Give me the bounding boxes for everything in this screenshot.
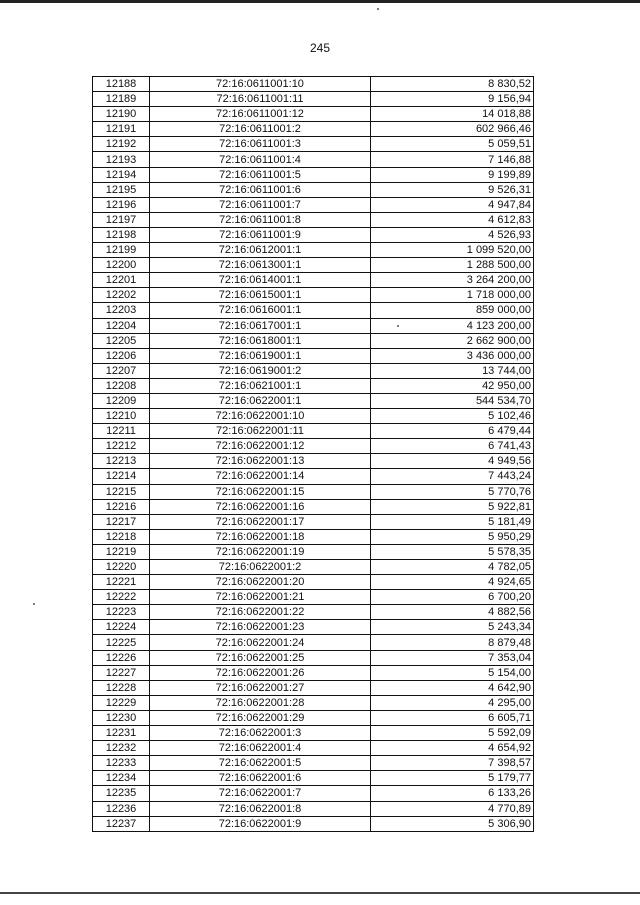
cadastral-number-cell: 72:16:0622001:9: [150, 816, 371, 831]
value-cell: 5 922,81: [371, 499, 534, 514]
table-row: [93, 122, 534, 137]
table-row: [93, 378, 534, 393]
value-cell: 5 578,35: [371, 544, 534, 559]
value-cell: 8 830,52: [371, 77, 534, 92]
cadastral-number-cell: 72:16:0622001:1: [150, 393, 371, 408]
cadastral-number-cell: 72:16:0622001:6: [150, 771, 371, 786]
cadastral-number-cell: 72:16:0622001:7: [150, 786, 371, 801]
table-row: [93, 273, 534, 288]
cadastral-number-cell: 72:16:0619001:1: [150, 348, 371, 363]
row-number-cell: 12199: [93, 243, 150, 258]
table-row: [93, 167, 534, 182]
value-cell: 9 526,31: [371, 182, 534, 197]
cadastral-number-cell: 72:16:0622001:28: [150, 695, 371, 710]
row-number-cell: 12193: [93, 152, 150, 167]
value-cell: 4 612,83: [371, 212, 534, 227]
table-row: [93, 288, 534, 303]
table-row: [93, 786, 534, 801]
table-row: [93, 771, 534, 786]
table-row: [93, 680, 534, 695]
value-cell: 9 199,89: [371, 167, 534, 182]
value-cell: 4 770,89: [371, 801, 534, 816]
row-number-cell: 12227: [93, 665, 150, 680]
row-number-cell: 12190: [93, 107, 150, 122]
cadastral-number-cell: 72:16:0622001:25: [150, 650, 371, 665]
cadastral-number-cell: 72:16:0616001:1: [150, 303, 371, 318]
cadastral-number-cell: 72:16:0611001:3: [150, 137, 371, 152]
row-number-cell: 12191: [93, 122, 150, 137]
table-row: [93, 409, 534, 424]
value-cell: 6 605,71: [371, 710, 534, 725]
row-number-cell: 12213: [93, 454, 150, 469]
value-cell: 544 534,70: [371, 393, 534, 408]
row-number-cell: 12226: [93, 650, 150, 665]
value-cell: 4 295,00: [371, 695, 534, 710]
table-row: [93, 816, 534, 831]
row-number-cell: 12197: [93, 212, 150, 227]
table-row: [93, 756, 534, 771]
value-cell: 5 243,34: [371, 620, 534, 635]
cadastral-number-cell: 72:16:0622001:21: [150, 590, 371, 605]
table-row: [93, 333, 534, 348]
row-number-cell: 12203: [93, 303, 150, 318]
table-row: [93, 348, 534, 363]
scan-speck: [377, 8, 379, 10]
table-row: [93, 710, 534, 725]
cadastral-number-cell: 72:16:0612001:1: [150, 243, 371, 258]
table-row: [93, 529, 534, 544]
value-cell: 5 181,49: [371, 514, 534, 529]
cadastral-number-cell: 72:16:0617001:1: [150, 318, 371, 333]
value-cell: 4 526,93: [371, 227, 534, 242]
row-number-cell: 12194: [93, 167, 150, 182]
cadastral-number-cell: 72:16:0613001:1: [150, 258, 371, 273]
registry-table-body: [93, 77, 534, 832]
cadastral-number-cell: 72:16:0615001:1: [150, 288, 371, 303]
row-number-cell: 12217: [93, 514, 150, 529]
table-row: [93, 665, 534, 680]
value-cell: 4 123 200,00: [371, 318, 534, 333]
table-row: [93, 137, 534, 152]
cadastral-number-cell: 72:16:0622001:26: [150, 665, 371, 680]
value-cell: 6 741,43: [371, 439, 534, 454]
table-row: [93, 107, 534, 122]
cadastral-number-cell: 72:16:0611001:5: [150, 167, 371, 182]
value-cell: 8 879,48: [371, 635, 534, 650]
value-cell: 7 353,04: [371, 650, 534, 665]
row-number-cell: 12192: [93, 137, 150, 152]
cadastral-number-cell: 72:16:0611001:7: [150, 197, 371, 212]
value-cell: 5 154,00: [371, 665, 534, 680]
value-cell: 4 642,90: [371, 680, 534, 695]
row-number-cell: 12206: [93, 348, 150, 363]
cadastral-number-cell: 72:16:0611001:8: [150, 212, 371, 227]
value-cell: 859 000,00: [371, 303, 534, 318]
cadastral-number-cell: 72:16:0611001:2: [150, 122, 371, 137]
value-cell: 4 949,56: [371, 454, 534, 469]
cadastral-number-cell: 72:16:0622001:20: [150, 575, 371, 590]
cadastral-number-cell: 72:16:0622001:11: [150, 424, 371, 439]
value-cell: 9 156,94: [371, 92, 534, 107]
cadastral-number-cell: 72:16:0622001:12: [150, 439, 371, 454]
table-row: [93, 514, 534, 529]
row-number-cell: 12221: [93, 575, 150, 590]
value-cell: 4 947,84: [371, 197, 534, 212]
row-number-cell: 12234: [93, 771, 150, 786]
cadastral-number-cell: 72:16:0622001:19: [150, 544, 371, 559]
value-cell: 4 924,65: [371, 575, 534, 590]
table-row: [93, 454, 534, 469]
table-row: [93, 635, 534, 650]
value-cell: 7 146,88: [371, 152, 534, 167]
table-row: [93, 197, 534, 212]
table-row: [93, 439, 534, 454]
cadastral-number-cell: 72:16:0622001:5: [150, 756, 371, 771]
row-number-cell: 12233: [93, 756, 150, 771]
row-number-cell: 12209: [93, 393, 150, 408]
cadastral-number-cell: 72:16:0622001:15: [150, 484, 371, 499]
cadastral-number-cell: 72:16:0622001:29: [150, 710, 371, 725]
table-row: [93, 258, 534, 273]
row-number-cell: 12219: [93, 544, 150, 559]
row-number-cell: 12210: [93, 409, 150, 424]
row-number-cell: 12218: [93, 529, 150, 544]
table-row: [93, 303, 534, 318]
value-cell: 14 018,88: [371, 107, 534, 122]
table-row: [93, 695, 534, 710]
row-number-cell: 12229: [93, 695, 150, 710]
row-number-cell: 12198: [93, 227, 150, 242]
cadastral-number-cell: 72:16:0618001:1: [150, 333, 371, 348]
row-number-cell: 12223: [93, 605, 150, 620]
row-number-cell: 12195: [93, 182, 150, 197]
table-row: [93, 575, 534, 590]
cadastral-number-cell: 72:16:0622001:10: [150, 409, 371, 424]
cadastral-number-cell: 72:16:0622001:8: [150, 801, 371, 816]
cadastral-number-cell: 72:16:0622001:23: [150, 620, 371, 635]
row-number-cell: 12189: [93, 92, 150, 107]
cadastral-number-cell: 72:16:0619001:2: [150, 363, 371, 378]
row-number-cell: 12222: [93, 590, 150, 605]
cadastral-number-cell: 72:16:0622001:4: [150, 741, 371, 756]
row-number-cell: 12231: [93, 726, 150, 741]
table-row: [93, 544, 534, 559]
table-row: [93, 560, 534, 575]
row-number-cell: 12225: [93, 635, 150, 650]
table-row: [93, 499, 534, 514]
value-cell: 3 436 000,00: [371, 348, 534, 363]
row-number-cell: 12207: [93, 363, 150, 378]
row-number-cell: 12216: [93, 499, 150, 514]
row-number-cell: 12204: [93, 318, 150, 333]
cadastral-number-cell: 72:16:0622001:22: [150, 605, 371, 620]
table-row: [93, 650, 534, 665]
cadastral-number-cell: 72:16:0611001:11: [150, 92, 371, 107]
row-number-cell: 12188: [93, 77, 150, 92]
cadastral-number-cell: 72:16:0621001:1: [150, 378, 371, 393]
table-row: [93, 152, 534, 167]
table-row: [93, 243, 534, 258]
value-cell: 6 479,44: [371, 424, 534, 439]
value-cell: 602 966,46: [371, 122, 534, 137]
row-number-cell: 12232: [93, 741, 150, 756]
value-cell: 13 744,00: [371, 363, 534, 378]
row-number-cell: 12205: [93, 333, 150, 348]
value-cell: 1 718 000,00: [371, 288, 534, 303]
row-number-cell: 12201: [93, 273, 150, 288]
value-cell: 1 288 500,00: [371, 258, 534, 273]
value-cell: 5 592,09: [371, 726, 534, 741]
cadastral-number-cell: 72:16:0622001:13: [150, 454, 371, 469]
table-row: [93, 393, 534, 408]
table-row: [93, 424, 534, 439]
cadastral-number-cell: 72:16:0611001:4: [150, 152, 371, 167]
cadastral-number-cell: 72:16:0622001:2: [150, 560, 371, 575]
table-row: [93, 92, 534, 107]
value-cell: 5 059,51: [371, 137, 534, 152]
value-cell: 5 950,29: [371, 529, 534, 544]
row-number-cell: 12220: [93, 560, 150, 575]
table-row: [93, 212, 534, 227]
row-number-cell: 12224: [93, 620, 150, 635]
value-cell: 7 443,24: [371, 469, 534, 484]
cadastral-number-cell: 72:16:0622001:14: [150, 469, 371, 484]
value-cell: 6 700,20: [371, 590, 534, 605]
registry-table: [92, 76, 534, 832]
row-number-cell: 12228: [93, 680, 150, 695]
row-number-cell: 12214: [93, 469, 150, 484]
cadastral-number-cell: 72:16:0611001:12: [150, 107, 371, 122]
value-cell: 42 950,00: [371, 378, 534, 393]
row-number-cell: 12212: [93, 439, 150, 454]
page-number: 245: [309, 41, 331, 55]
row-number-cell: 12235: [93, 786, 150, 801]
table-row: [93, 318, 534, 333]
row-number-cell: 12236: [93, 801, 150, 816]
table-row: [93, 227, 534, 242]
row-number-cell: 12202: [93, 288, 150, 303]
row-number-cell: 12230: [93, 710, 150, 725]
table-row: [93, 469, 534, 484]
cadastral-number-cell: 72:16:0622001:17: [150, 514, 371, 529]
row-number-cell: 12237: [93, 816, 150, 831]
cadastral-number-cell: 72:16:0622001:24: [150, 635, 371, 650]
value-cell: 3 264 200,00: [371, 273, 534, 288]
table-row: [93, 605, 534, 620]
cadastral-number-cell: 72:16:0614001:1: [150, 273, 371, 288]
table-row: [93, 801, 534, 816]
table-row: [93, 726, 534, 741]
cadastral-number-cell: 72:16:0622001:3: [150, 726, 371, 741]
table-row: [93, 620, 534, 635]
cadastral-number-cell: 72:16:0611001:10: [150, 77, 371, 92]
table-row: [93, 741, 534, 756]
table-row: [93, 77, 534, 92]
table-row: [93, 484, 534, 499]
cadastral-number-cell: 72:16:0611001:6: [150, 182, 371, 197]
value-cell: 5 179,77: [371, 771, 534, 786]
row-number-cell: 12208: [93, 378, 150, 393]
cadastral-number-cell: 72:16:0611001:9: [150, 227, 371, 242]
value-cell: 5 102,46: [371, 409, 534, 424]
value-cell: 4 654,92: [371, 741, 534, 756]
cadastral-number-cell: 72:16:0622001:16: [150, 499, 371, 514]
value-cell: 1 099 520,00: [371, 243, 534, 258]
row-number-cell: 12196: [93, 197, 150, 212]
row-number-cell: 12211: [93, 424, 150, 439]
scan-top-edge: [0, 0, 640, 3]
table-row: [93, 363, 534, 378]
value-cell: 4 782,05: [371, 560, 534, 575]
cadastral-number-cell: 72:16:0622001:27: [150, 680, 371, 695]
row-number-cell: 12215: [93, 484, 150, 499]
value-cell: 4 882,56: [371, 605, 534, 620]
value-cell: 7 398,57: [371, 756, 534, 771]
value-cell: 5 306,90: [371, 816, 534, 831]
table-row: [93, 182, 534, 197]
scan-bottom-edge: [0, 892, 640, 894]
value-cell: 5 770,76: [371, 484, 534, 499]
cadastral-number-cell: 72:16:0622001:18: [150, 529, 371, 544]
value-cell: 6 133,26: [371, 786, 534, 801]
scan-speck: [33, 603, 35, 605]
value-cell: 2 662 900,00: [371, 333, 534, 348]
table-row: [93, 590, 534, 605]
row-number-cell: 12200: [93, 258, 150, 273]
